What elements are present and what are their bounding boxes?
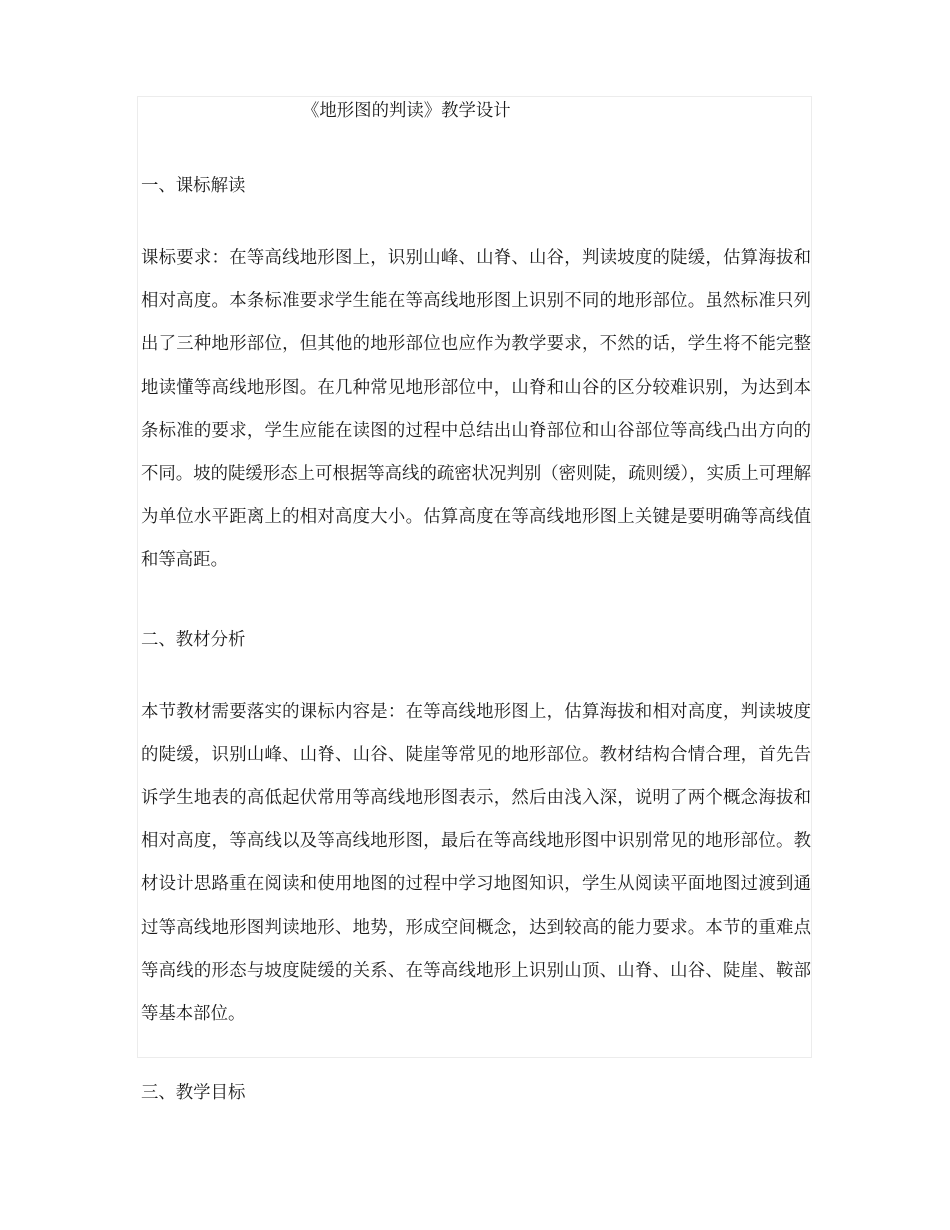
section-heading-objectives: 三、教学目标 — [141, 1083, 246, 1104]
spacer — [141, 201, 811, 237]
document-title: 《地形图的判读》教学设计 — [302, 101, 511, 121]
section-paragraph-curriculum: 课标要求：在等高线地形图上，识别山峰、山脊、山谷，判读坡度的陡缓，估算海拔和相对高度。本条标准要求学生能在等高线地形图上识别不同的地形部位。虽然标准只列出了三种地形部位，但其他的地形部位也应作为教学要求，不然的话，学生将不能完整地读懂等高线地形图。在几种常见地形部位中，山脊和山谷的区分较难识别，为达到本条标准的要求，学生应能在读图的过程中总结出山脊部位和山谷部位等高线凸出方向的不同。坡的陡缓形态上可根据等高线的疏密状况判别（密则陡，疏则缓），实质上可理解为单位水平距离上的相对高度大小。估算高度在等高线地形图上关键是要明确等高线值和等高距。 — [141, 248, 811, 571]
section-heading-curriculum: 一、课标解读 — [141, 176, 246, 196]
section-heading-textbook: 二、教材分析 — [141, 629, 246, 650]
spacer — [141, 1036, 811, 1078]
spacer — [141, 655, 811, 691]
document-body — [141, 96, 811, 1108]
section-paragraph-textbook: 本节教材需要落实的课标内容是：在等高线地形图上，估算海拔和相对高度，判读坡度的陡缓，识别山峰、山脊、山谷、陡崖等常见的地形部位。教材结构合情合理，首先告诉学生地表的高低起伏常用等高线地形图表示，然后由浅入深，说明了两个概念海拔和相对高度，等高线以及等高线地形图，最后在等高线地形图中识别常见的地形部位。教材设计思路重在阅读和使用地图的过程中学习地图知识，学生从阅读平面地图过渡到通过等高线地形图判读地形、地势，形成空间概念，达到较高的能力要求。本节的重难点等高线的形态与坡度陡缓的关系、在等高线地形上识别山顶、山脊、山谷、陡崖、鞍部等基本部位。 — [141, 701, 811, 1025]
spacer — [141, 583, 811, 625]
spacer — [141, 126, 811, 171]
